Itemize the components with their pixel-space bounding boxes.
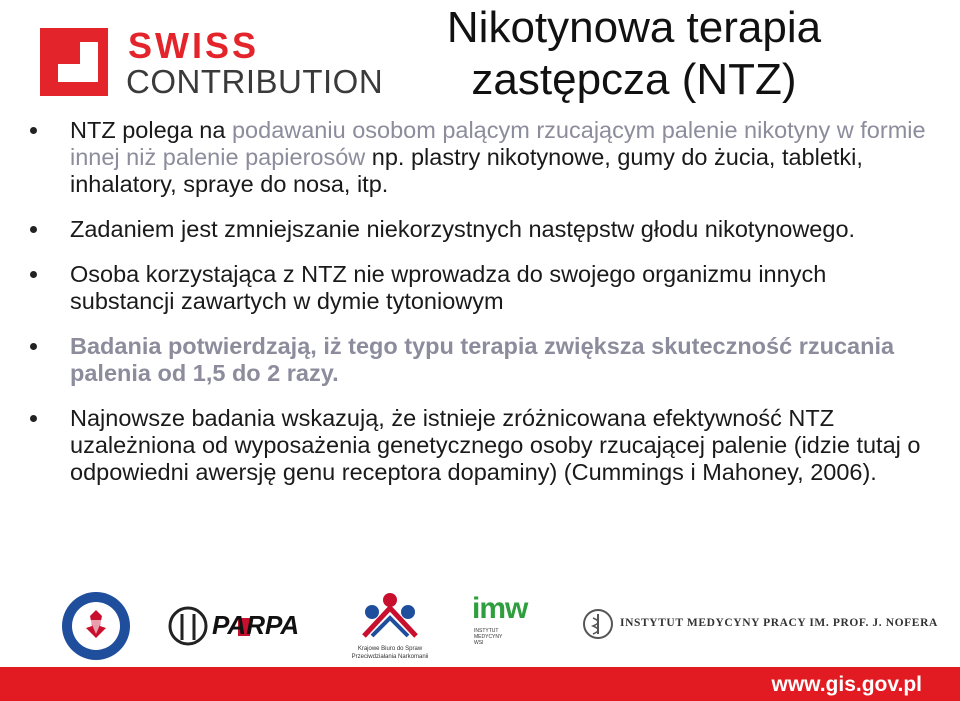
bullet-dot-icon (30, 343, 37, 350)
swiss-contribution-logo (40, 25, 385, 100)
bullet-text: Zadaniem jest zmniejszanie niekorzystnych następstw głodu nikotynowego. (70, 216, 856, 242)
bullet-text-pre: NTZ polega na (70, 117, 232, 143)
logo-line-contribution: CONTRIBUTION (126, 63, 384, 100)
bullet-text: Najnowsze badania wskazują, że istnieje zróżnicowana efektywność NTZ uzależniona od wyposażenia genetycznego osoby rzucającej palenie (idzie tutaj o odpowiedni awersję genu receptora dopaminy) (Cummings i Mahoney, 2006). (70, 405, 921, 485)
footer-url[interactable]: www.gis.gov.pl (771, 673, 922, 696)
footer-bar (0, 667, 960, 701)
bullet-text-post: np. plastry nikotynowe, gumy do żucia, tabletki, inhalatory, spraye do nosa, itp. (70, 144, 863, 197)
bullet-dot-icon (30, 415, 37, 422)
bullet-dot-icon (30, 271, 37, 278)
nofer-text: INSTYTUT MEDYCYNY PRACY IM. PROF. J. NOFERA (620, 617, 938, 629)
bullet-text-highlight: podawaniu osobom palącym rzucającym palenie nikotyny w formie innej niż palenie papierosów (70, 117, 926, 170)
pis-seal-logo (60, 590, 132, 662)
bullet-dot-icon (30, 127, 37, 134)
bullet-item (30, 333, 930, 387)
bullet-item (30, 117, 930, 198)
bullet-dot-icon (30, 226, 37, 233)
bullet-text: Osoba korzystająca z NTZ nie wprowadza do swojego organizmu innych substancji zawartych w dymie tytoniowym (70, 261, 827, 314)
swiss-flag-icon (40, 28, 108, 96)
bullet-item (30, 405, 930, 486)
page-title (374, 2, 894, 106)
imw-sub-3: WSI (474, 640, 484, 646)
imw-text: imw (472, 592, 528, 625)
bullet-item (30, 261, 930, 315)
bullet-text: Badania potwierdzają, iż tego typu terapia zwiększa skuteczność rzucania palenia od 1,5 do 2 razy. (70, 333, 895, 386)
imw-sub-2: MEDYCYNY (474, 634, 503, 640)
nofer-logo (582, 608, 938, 642)
parpa-logo (168, 600, 308, 652)
imw-logo (472, 592, 532, 658)
kbpn-line-1: Krajowe Biuro do Spraw (357, 646, 423, 652)
title-line-1: Nikotynowa terapia (446, 3, 822, 52)
caduceus-icon (582, 608, 614, 640)
logo-line-swiss: SWISS (128, 25, 260, 66)
kbpn-line-2: Przeciwdziałania Narkomanii (351, 654, 429, 660)
partner-logos (0, 590, 960, 665)
bullet-item (30, 216, 930, 243)
imw-sub-1: INSTYTUT (474, 628, 499, 634)
parpa-text: PARPA (212, 610, 300, 640)
title-line-2: zastępcza (NTZ) (471, 55, 797, 104)
kbpn-logo (350, 590, 430, 662)
bullet-list (30, 117, 930, 504)
